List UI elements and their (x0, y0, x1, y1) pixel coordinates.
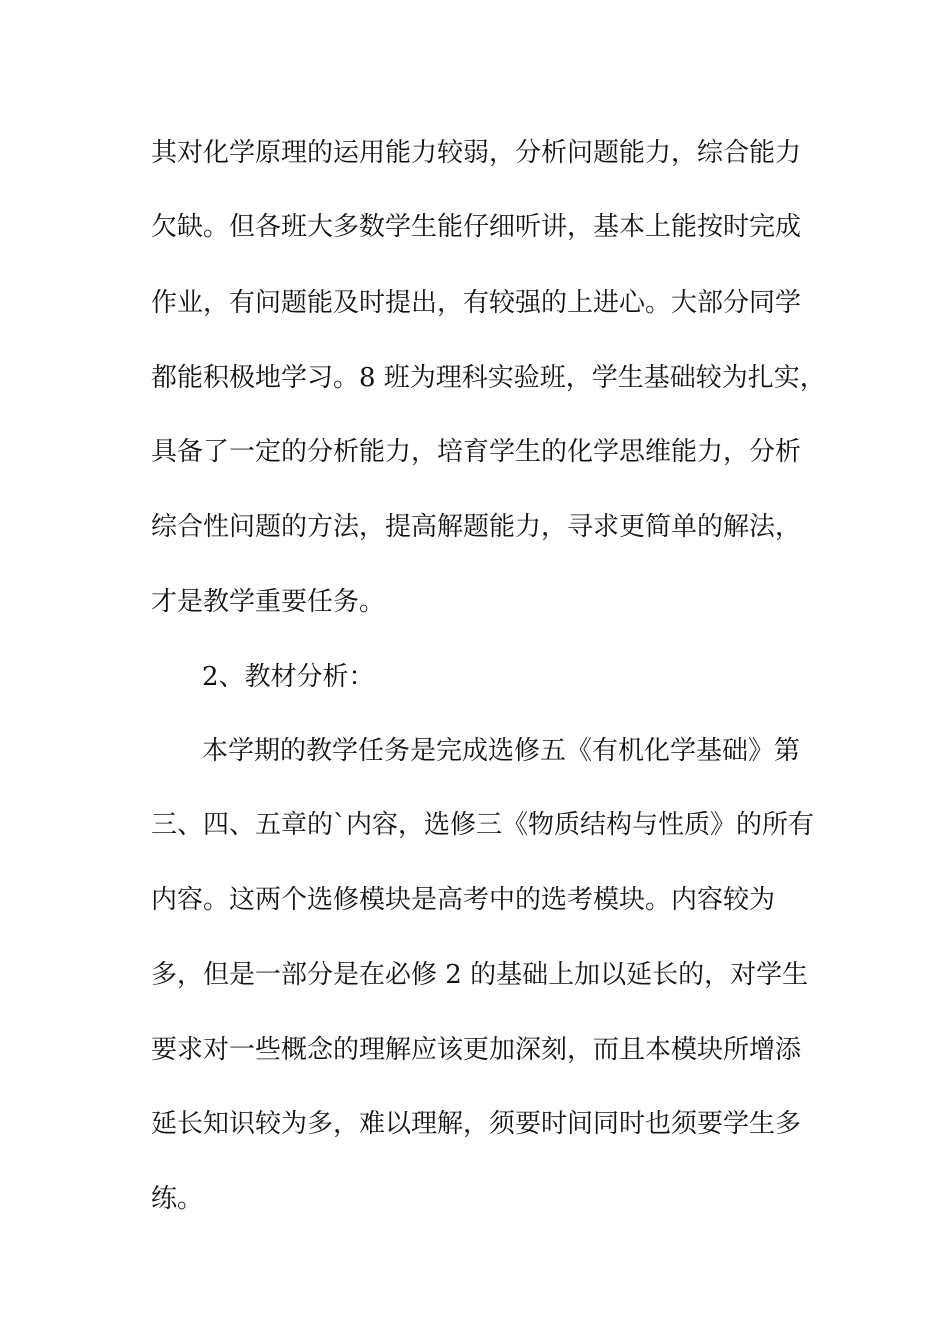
paragraph-line: 内容。这两个选修模块是高考中的选考模块。内容较为 (151, 885, 776, 915)
paragraph-line: 三、四、五章的`内容，选修三《物质结构与性质》的所有 (151, 810, 815, 840)
paragraph-line: 具备了一定的分析能力，培育学生的化学思维能力，分析 (151, 437, 802, 467)
paragraph-line: 要求对一些概念的理解应该更加深刻，而且本模块所增添 (151, 1035, 802, 1065)
paragraph-line: 才是教学重要任务。 (151, 587, 386, 617)
paragraph-line: 都能积极地学习。8 班为理科实验班，学生基础较为扎实， (151, 363, 826, 393)
section-heading: 2、教材分析： (202, 662, 375, 692)
paragraph-line: 本学期的教学任务是完成选修五《有机化学基础》第 (202, 736, 801, 766)
paragraph-line: 作业，有问题能及时提出，有较强的上进心。大部分同学 (151, 288, 802, 318)
paragraph-line: 综合性问题的方法，提高解题能力，寻求更简单的解法， (151, 512, 802, 542)
paragraph-line: 其对化学原理的运用能力较弱，分析问题能力，综合能力 (151, 138, 802, 168)
paragraph-line: 练。 (151, 1184, 204, 1214)
paragraph-line: 欠缺。但各班大多数学生能仔细听讲，基本上能按时完成 (151, 212, 802, 242)
paragraph-line: 多，但是一部分是在必修 2 的基础上加以延长的，对学生 (151, 960, 809, 990)
paragraph-line: 延长知识较为多，难以理解，须要时间同时也须要学生多 (151, 1109, 802, 1139)
